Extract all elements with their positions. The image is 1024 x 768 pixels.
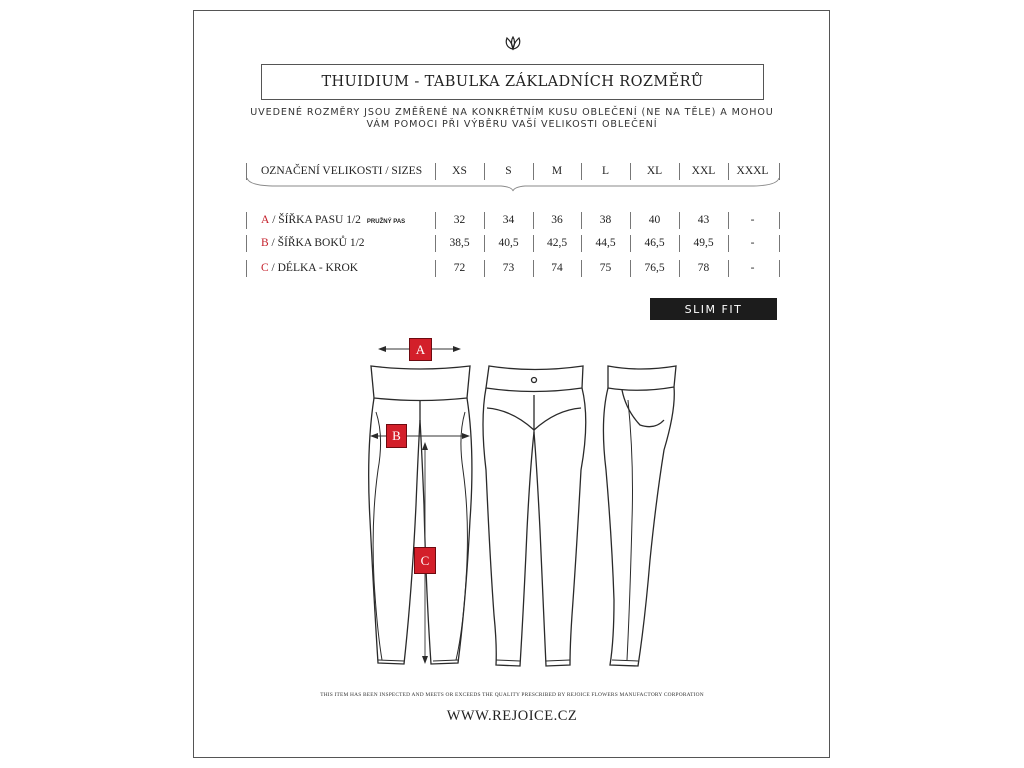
row-a-xxxl: - xyxy=(750,214,755,226)
measure-label-a: A xyxy=(409,338,432,361)
size-header-xxxl: XXXL xyxy=(736,165,769,177)
row-c-xs: 72 xyxy=(453,262,466,274)
row-a-label: / ŠÍŘKA PASU 1/2 xyxy=(269,214,361,226)
row-c-s: 73 xyxy=(502,262,515,274)
front-view-leggings xyxy=(369,366,472,664)
back-view-leggings xyxy=(483,366,586,666)
size-header-m: M xyxy=(551,165,563,177)
row-c-xl: 76,5 xyxy=(644,262,665,274)
row-b-s: 40,5 xyxy=(498,237,519,249)
row-b-m: 42,5 xyxy=(546,237,568,249)
row-b-xl: 46,5 xyxy=(644,237,665,249)
row-b-l: 44,5 xyxy=(595,237,616,249)
row-a-s: 34 xyxy=(502,214,515,226)
row-b-letter: B xyxy=(261,237,269,249)
row-c-m: 74 xyxy=(551,262,563,274)
row-b-xxl: 49,5 xyxy=(693,237,714,249)
size-header-s: S xyxy=(505,165,512,177)
size-header-xs: XS xyxy=(452,165,467,177)
measure-label-c: C xyxy=(414,547,436,574)
row-a-xxl: 43 xyxy=(697,214,710,226)
side-view-leggings xyxy=(603,366,676,666)
fit-badge: SLIM FIT xyxy=(650,298,777,320)
row-a-note: PRUŽNÝ PAS xyxy=(366,218,406,225)
measure-label-b: B xyxy=(386,424,407,448)
row-b-xxxl: - xyxy=(750,237,755,249)
row-a-m: 36 xyxy=(551,214,563,226)
size-header-xxl: XXL xyxy=(691,165,716,177)
row-c-letter: C xyxy=(261,262,269,274)
subtitle-line-2: VÁM POMOCI PŘI VÝBĚRU VAŠÍ VELIKOSTI OBLEČENÍ xyxy=(366,119,658,130)
size-header-l: L xyxy=(601,165,610,177)
header-label: OZNAČENÍ VELIKOSTI / SIZES xyxy=(261,165,423,177)
row-c-xxl: 78 xyxy=(697,262,710,274)
row-c-label: / DÉLKA - KROK xyxy=(268,262,359,274)
row-a-l: 38 xyxy=(599,214,612,226)
page-title: THUIDIUM - TABULKA ZÁKLADNÍCH ROZMĚRŮ xyxy=(261,64,764,100)
row-c-xxxl: - xyxy=(750,262,755,274)
size-header-xl: XL xyxy=(646,165,663,177)
row-b-label: / ŠÍŘKA BOKŮ 1/2 xyxy=(268,237,365,249)
subtitle-line-1: UVEDENÉ ROZMĚRY JSOU ZMĚŘENÉ NA KONKRÉTNÍM KUSU OBLEČENÍ (NE NA TĚLE) A MOHOU xyxy=(250,107,774,118)
row-a-xs: 32 xyxy=(453,214,466,226)
quality-note: THIS ITEM HAS BEEN INSPECTED AND MEETS OR EXCEEDS THE QUALITY PRESCRIBED BY REJOICE FLOWERS MANUFACTORY CORPORATION xyxy=(320,692,704,698)
row-a-letter: A xyxy=(261,214,270,226)
row-a-xl: 40 xyxy=(648,214,661,226)
row-b-xs: 38,5 xyxy=(449,237,470,249)
website-link[interactable]: WWW.REJOICE.CZ xyxy=(446,708,578,724)
row-c-l: 75 xyxy=(599,262,612,274)
